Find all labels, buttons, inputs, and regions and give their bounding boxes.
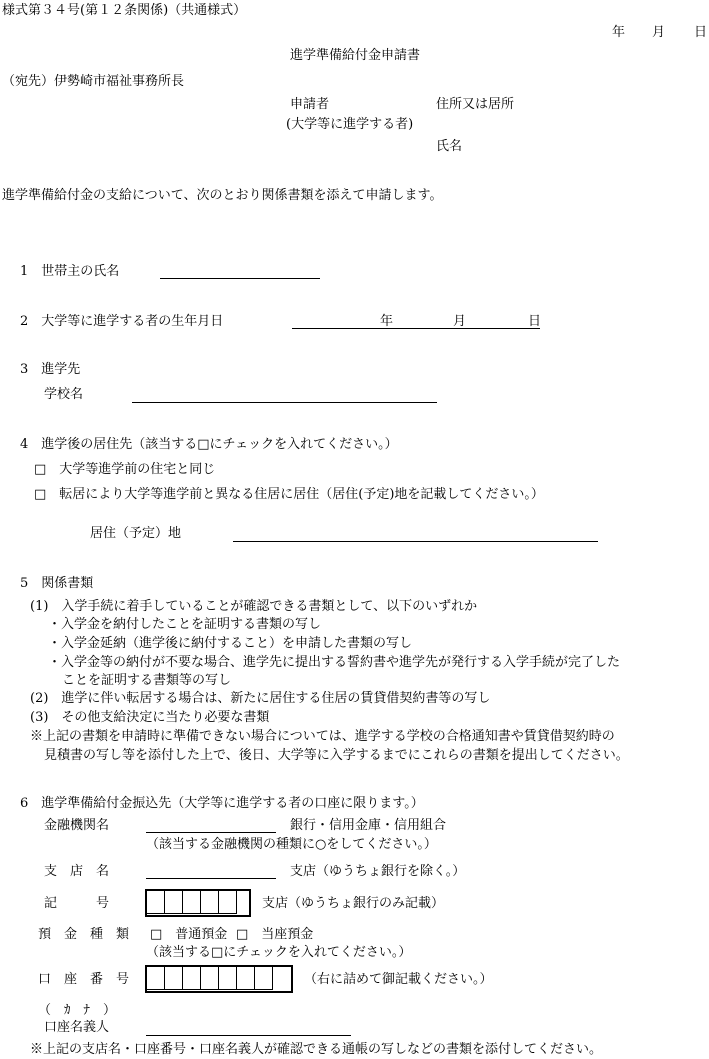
bank-type-note: （該当する金融機関の種類に○をしてください。）: [146, 837, 437, 852]
name-label: 氏名: [436, 139, 463, 154]
section-5-label: 5 関係書類: [20, 576, 94, 591]
date-year-label: 年: [612, 25, 626, 40]
account-boxes-border: [145, 965, 293, 993]
bank-type-suffix: 銀行・信用金庫・信用組合: [290, 818, 447, 833]
doc-note-line-2: 見積書の写し等を添付した上で、後日、大学等に入学するまでにこれらの書類を提出してください。: [44, 748, 629, 763]
doc-item-3: (3) その他支給決定に当たり必要な書類: [30, 710, 270, 725]
account-number-label: 口 座 番 号: [38, 972, 130, 987]
branch-name-field[interactable]: [146, 878, 276, 879]
doc-item-1a: ・入学金を納付したことを証明する書類の写し: [48, 617, 322, 632]
branch-name-label: 支 店 名: [44, 864, 110, 879]
birthdate-field[interactable]: [292, 328, 540, 329]
residence-option-same[interactable]: □ 大学等進学前の住宅と同じ: [34, 462, 216, 477]
bank-name-field[interactable]: [146, 832, 276, 833]
doc-item-1c-cont: ことを証明する書類等の写し: [62, 673, 232, 688]
residence-place-field[interactable]: [233, 541, 598, 542]
deposit-type-label: 預 金 種 類: [38, 927, 130, 942]
page-title: 進学準備給付金申請書: [290, 48, 421, 63]
section-3-label: 3 進学先: [20, 362, 81, 377]
applicant-label: 申請者: [290, 97, 330, 112]
birth-month-label: 月: [453, 314, 467, 329]
account-holder-label: 口座名義人: [44, 1020, 110, 1035]
birth-day-label: 日: [528, 314, 542, 329]
symbol-label: 記 号: [44, 896, 110, 911]
section-2-label: 2 大学等に進学する者の生年月日: [20, 314, 224, 329]
section-6-label: 6 進学準備給付金振込先（大学等に進学する者の口座に限ります。）: [20, 796, 424, 811]
deposit-option-current[interactable]: □ 当座預金: [236, 927, 314, 942]
intro-text: 進学準備給付金の支給について、次のとおり関係書類を添えて申請します。: [2, 188, 443, 203]
residence-place-label: 居住（予定）地: [90, 526, 182, 541]
doc-note-line-1: ※上記の書類を申請時に準備できない場合については、進学する学校の合格通知書や賃貸借契約時の: [30, 729, 615, 744]
doc-item-1c: ・入学金等の納付が不要な場合、進学先に提出する誓約書や進学先が発行する入学手続が完了した: [48, 655, 621, 670]
account-number-note: （右に詰めて御記載ください。）: [304, 972, 493, 987]
deposit-type-note: （該当する□にチェックを入れてください。）: [146, 945, 412, 960]
applicant-sub-label: (大学等に進学する者): [286, 117, 414, 132]
school-label: 学校名: [44, 387, 84, 402]
symbol-boxes-border: [145, 889, 251, 917]
householder-name-field[interactable]: [160, 278, 320, 279]
branch-suffix: 支店（ゆうちょ銀行を除く。）: [290, 864, 466, 879]
deposit-option-ordinary[interactable]: □ 普通預金: [150, 927, 228, 942]
section-4-label: 4 進学後の居住先（該当する□にチェックを入れてください。）: [20, 437, 398, 452]
form-number: 様式第３４号(第１２条関係)（共通様式）: [2, 3, 247, 18]
doc-item-1: (1) 入学手続に着手していることが確認できる書類として、以下のいずれか: [30, 599, 478, 614]
residence-option-moved[interactable]: □ 転居により大学等進学前と異なる住居に居住（居住(予定)地を記載してください。）: [34, 487, 544, 502]
section-1-label: 1 世帯主の氏名: [20, 264, 120, 279]
birth-year-label: 年: [380, 314, 394, 329]
account-holder-field[interactable]: [146, 1035, 351, 1036]
kana-label: （ ｶ ﾅ ）: [38, 1003, 117, 1018]
symbol-suffix: 支店（ゆうちょ銀行のみ記載）: [262, 896, 445, 911]
bank-name-label: 金融機関名: [44, 818, 110, 833]
doc-item-1b: ・入学金延納（進学後に納付すること）を申請した書類の写し: [48, 636, 413, 651]
school-name-field[interactable]: [132, 402, 437, 403]
final-note: ※上記の支店名・口座番号・口座名義人が確認できる通帳の写しなどの書類を添付してください。: [30, 1042, 603, 1057]
date-day-label: 日: [694, 25, 708, 40]
addressee: （宛先）伊勢崎市福祉事務所長: [2, 74, 185, 89]
address-label: 住所又は居所: [436, 97, 515, 112]
date-month-label: 月: [652, 25, 666, 40]
doc-item-2: (2) 進学に伴い転居する場合は、新たに居住する住居の賃貸借契約書等の写し: [30, 691, 491, 706]
